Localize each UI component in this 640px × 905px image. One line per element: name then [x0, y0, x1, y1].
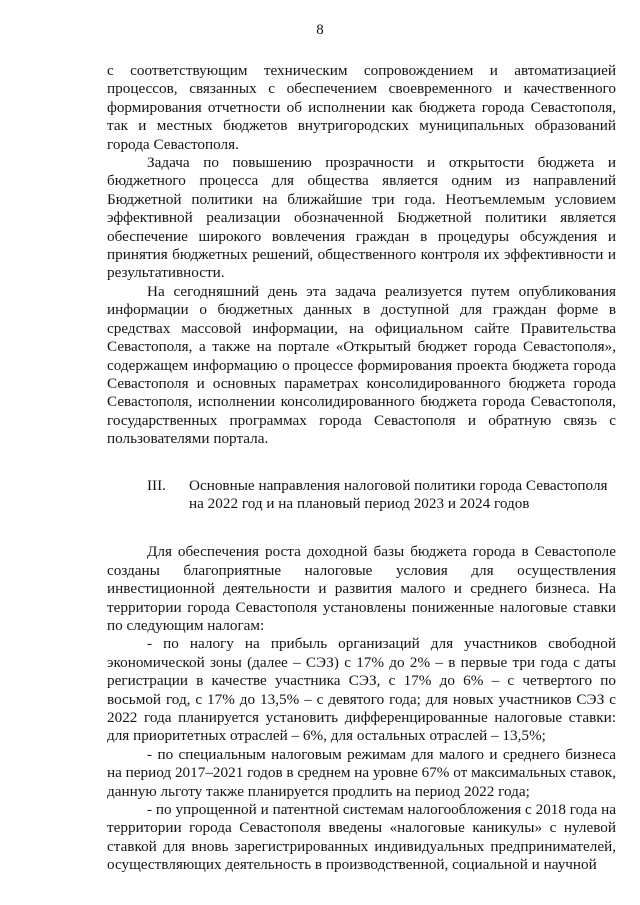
list-item: - по налогу на прибыль организаций для участников свободной экономической зоны (далее – СЭЗ) с 17% до 2% – в первые три года с даты регистрации в качестве участника СЭЗ, с 17% до 6% – с четвертого по восьмой год, с 17% до 13,5% – с девятого года; для новых участников СЭЗ с 2022 года планируется установить дифференцированные налоговые ставки: для приоритетных отраслей – 6%, для остальных отраслей – 13,5%;	[107, 635, 616, 745]
paragraph: с соответствующим техническим сопровождением и автоматизацией процессов, связанных с обеспечением своевременного и качественного формирования отчетности об исполнении как бюджета города Севастополя, так и местных бюджетов внутригородских муниципальных образований города Севастополя.	[107, 62, 616, 153]
paragraph: На сегодняшний день эта задача реализуется путем опубликования информации о бюджетных данных в доступной для граждан форме в средствах массовой информации, на официальном сайте Правительства Севастополя, а также на портале «Открытый бюджет города Севастополя», содержащем информацию о процессе формирования проекта бюджета города Севастополя и основных параметрах консолидированного бюджета города Севастополя, исполнении консолидированного бюджета города Севастополя, государственных программах города Севастополя и обратную связь с пользователями портала.	[107, 282, 616, 448]
document-body	[107, 62, 616, 875]
section-title: Основные направления налоговой политики города Севастополя на 2022 год и на плановый период 2023 и 2024 годов	[189, 476, 608, 512]
list-item: - по упрощенной и патентной системам налогообложения с 2018 года на территории города Севастополя введены «налоговые каникулы» с нулевой ставкой для вновь зарегистрированных индивидуальных предпринимателей, осуществляющих деятельность в производственной, социальной и научной	[107, 801, 616, 874]
section-heading	[107, 477, 616, 514]
section-number: III.	[147, 476, 166, 494]
page-number: 8	[316, 22, 324, 38]
list-item: - по специальным налоговым режимам для малого и среднего бизнеса на период 2017–2021 годов в среднем на уровне 67% от максимальных ставок, данную льготу также планируется продлить на период 2022 года;	[107, 745, 616, 800]
paragraph: Для обеспечения роста доходной базы бюджета города в Севастополе созданы благоприятные налоговые условия для осуществления инвестиционной деятельности и развития малого и среднего бизнеса. На территории города Севастополя установлены пониженные налоговые ставки по следующим налогам:	[107, 543, 616, 634]
paragraph: Задача по повышению прозрачности и открытости бюджета и бюджетного процесса для общества является одним из направлений Бюджетной политики на ближайшие три года. Неотъемлемым условием эффективной реализации обозначенной Бюджетной политики является обеспечение широкого вовлечения граждан в процедуры обсуждения и принятия бюджетных решений, общественного контроля их эффективности и результативности.	[107, 154, 616, 282]
